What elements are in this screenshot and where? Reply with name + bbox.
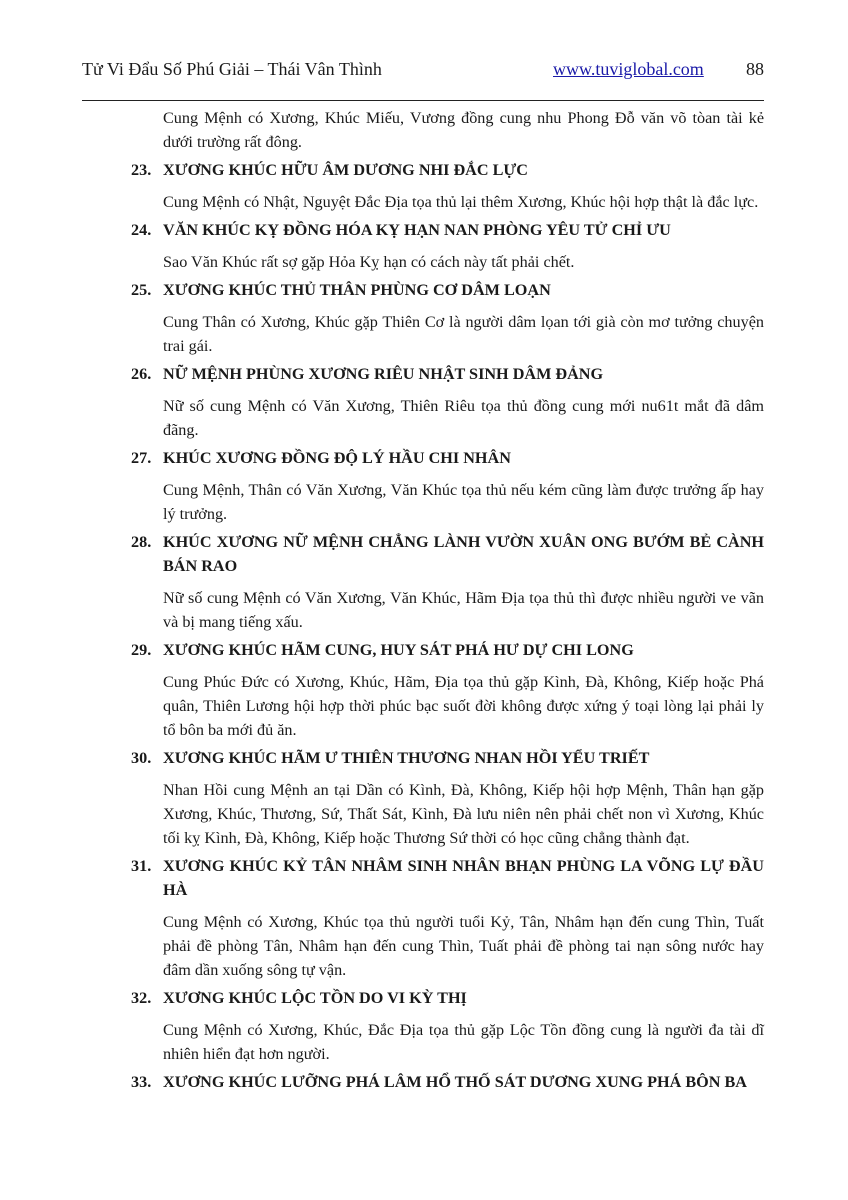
section-text: Nhan Hồi cung Mệnh an tại Dần có Kình, Đà, Không, Kiếp hội hợp Mệnh, Thân hạn gặp Xương, Khúc, Thương, Sứ, Thất Sát, Kình, Đà lưu niên nên phải chết non vì Xương, Khúc tối kỵ Kình, Đà, Không, Kiếp hoặc Thương Sứ thời có học cũng chẳng thành đạt. [163, 781, 764, 847]
section-title: XƯƠNG KHÚC LƯỠNG PHÁ LÂM HỔ THỐ SÁT DƯƠNG XUNG PHÁ BÔN BA [163, 1073, 747, 1091]
section-heading [131, 986, 764, 1010]
section-title: XƯƠNG KHÚC LỘC TỒN DO VI KỲ THỊ [163, 989, 467, 1007]
section-heading [131, 638, 764, 662]
section-title: XƯƠNG KHÚC HỮU ÂM DƯƠNG NHI ĐẮC LỰC [163, 161, 528, 179]
section-text: Cung Mệnh có Nhật, Nguyệt Đắc Địa tọa thủ lại thêm Xương, Khúc hội hợp thật là đắc lực. [163, 193, 759, 211]
section-number: 32. [131, 989, 152, 1007]
section-text: Cung Mệnh có Xương, Khúc, Đắc Địa tọa thủ gặp Lộc Tồn đồng cung là người đa tài dĩ nhiên hiển đạt hơn người. [163, 1021, 764, 1063]
section [131, 446, 764, 526]
section-title: VĂN KHÚC KỴ ĐỒNG HÓA KỴ HẠN NAN PHÒNG YÊU TỬ CHỈ ƯU [163, 221, 671, 239]
section [131, 278, 764, 358]
section-heading [131, 158, 764, 182]
section-text: Cung Mệnh, Thân có Văn Xương, Văn Khúc tọa thủ nếu kém cũng làm được trưởng ấp hay lý trưởng. [163, 481, 764, 523]
section [131, 158, 764, 214]
document-body [131, 106, 764, 1102]
section-number: 28. [131, 533, 152, 551]
section-text: Cung Thân có Xương, Khúc gặp Thiên Cơ là người dâm lọan tới già còn mơ tưởng chuyện trai gái. [163, 313, 764, 355]
section [131, 986, 764, 1066]
website-link[interactable]: www.tuviglobal.com [553, 59, 704, 79]
section-heading [131, 362, 764, 386]
section-number: 29. [131, 641, 152, 659]
section-number: 23. [131, 161, 152, 179]
section [131, 218, 764, 274]
header-divider [82, 100, 764, 101]
section [131, 1070, 764, 1094]
section-text: Nữ số cung Mệnh có Văn Xương, Văn Khúc, Hãm Địa tọa thủ thì được nhiều người ve vãn và bị mang tiếng xấu. [163, 589, 764, 631]
section-heading [131, 446, 764, 470]
section-heading [131, 746, 764, 770]
section-heading [131, 218, 764, 242]
section-number: 30. [131, 749, 152, 767]
section-title: KHÚC XƯƠNG NỮ MỆNH CHẲNG LÀNH VƯỜN XUÂN ONG BƯỚM BẺ CÀNH BÁN RAO [163, 533, 764, 575]
section [131, 362, 764, 442]
section-title: XƯƠNG KHÚC KỶ TÂN NHÂM SINH NHÂN BHẠN PHÙNG LA VÕNG LỰ ĐẦU HÀ [163, 857, 764, 899]
section-number: 24. [131, 221, 152, 239]
section-text: Nữ số cung Mệnh có Văn Xương, Thiên Riêu tọa thủ đồng cung mới nu61t mắt đã dâm đãng. [163, 397, 764, 439]
page-number: 88 [746, 59, 764, 79]
section-heading [131, 530, 764, 578]
section [131, 746, 764, 850]
section-number: 27. [131, 449, 152, 467]
section-title: XƯƠNG KHÚC THỦ THÂN PHÙNG CƠ DÂM LOẠN [163, 281, 551, 299]
header-title: Tử Vi Đẩu Số Phú Giải – Thái Vân Thình [82, 59, 382, 79]
section-text: Cung Mệnh có Xương, Khúc tọa thủ người tuổi Kỷ, Tân, Nhâm hạn đến cung Thìn, Tuất phải đề phòng Tân, Nhâm hạn đến cung Thìn, Tuất phải đề phòng tai nạn sông nước hay đâm dần xuống sông tự vận. [163, 913, 764, 979]
section [131, 854, 764, 982]
section-title: XƯƠNG KHÚC HÃM Ư THIÊN THƯƠNG NHAN HỒI YỂU TRIẾT [163, 749, 650, 767]
section-title: KHÚC XƯƠNG ĐỒNG ĐỘ LÝ HẦU CHI NHÂN [163, 449, 511, 467]
section-text: Cung Phúc Đức có Xương, Khúc, Hãm, Địa tọa thủ gặp Kình, Đà, Không, Kiếp hoặc Phá quân, Thiên Lương hội hợp thời phúc bạc suốt đời không được xứng ý toại lòng lại phải ly tổ bôn ba mới đủ ăn. [163, 673, 764, 739]
section-title: NỮ MỆNH PHÙNG XƯƠNG RIÊU NHẬT SINH DÂM ĐẢNG [163, 365, 604, 383]
section-title: XƯƠNG KHÚC HÃM CUNG, HUY SÁT PHÁ HƯ DỰ CHI LONG [163, 641, 634, 659]
section-number: 25. [131, 281, 152, 299]
section-number: 33. [131, 1073, 152, 1091]
section [131, 530, 764, 634]
section-number: 31. [131, 857, 152, 875]
section-text: Sao Văn Khúc rất sợ gặp Hỏa Kỵ hạn có cách này tất phải chết. [163, 253, 575, 271]
section-heading [131, 278, 764, 302]
section-heading [131, 1070, 764, 1094]
page-header [82, 56, 766, 88]
intro-paragraph: Cung Mệnh có Xương, Khúc Miếu, Vương đồng cung nhu Phong Đỗ văn võ tòan tài kẻ dưới trường rất đông. [163, 109, 764, 151]
section-number: 26. [131, 365, 152, 383]
section-heading [131, 854, 764, 902]
section [131, 638, 764, 742]
